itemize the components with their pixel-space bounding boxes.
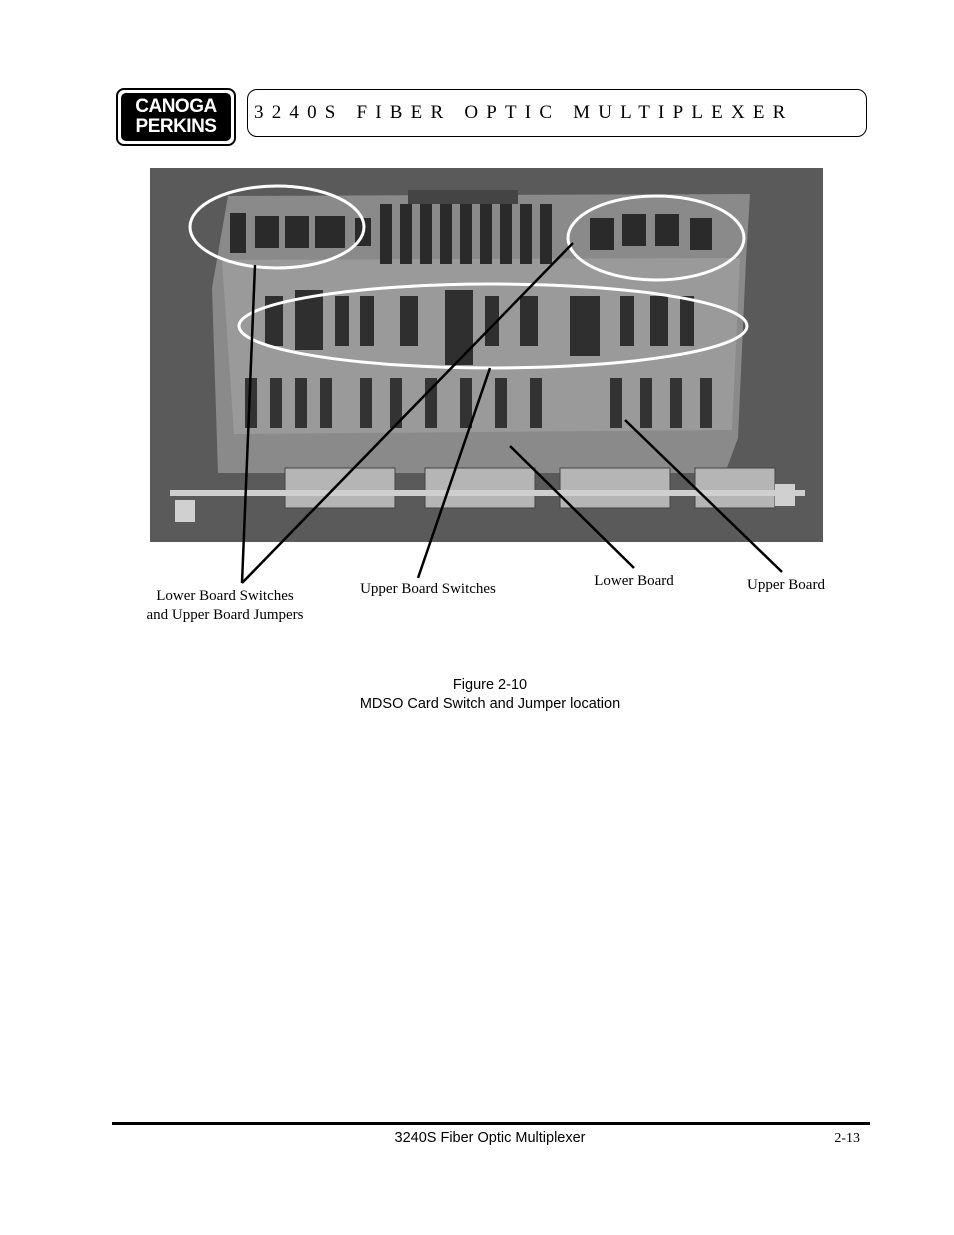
callout-upper-board: Upper Board: [747, 577, 825, 593]
callout-lower-switches-line-2: and Upper Board Jumpers: [146, 607, 304, 623]
logo-line-2: PERKINS: [135, 116, 217, 137]
page-number: 2-13: [834, 1131, 860, 1146]
callout-lower-board-switches: [135, 587, 315, 625]
figure-number: Figure 2-10: [452, 677, 528, 693]
circuit-board-photo: [150, 168, 823, 542]
logo-line-1: CANOGA: [135, 96, 217, 117]
header-banner: [247, 89, 867, 137]
header-title: 3240S FIBER OPTIC MULTIPLEXER: [254, 102, 794, 123]
callout-lower-board: Lower Board: [594, 573, 674, 589]
footer-title: 3240S Fiber Optic Multiplexer: [394, 1130, 586, 1146]
canoga-perkins-logo: [116, 88, 236, 146]
callout-lower-switches-line-1: Lower Board Switches: [156, 588, 294, 604]
callout-upper-board-switches: Upper Board Switches: [360, 581, 496, 597]
logo-plate: [121, 93, 231, 141]
footer-rule: [112, 1122, 870, 1125]
figure-caption: MDSO Card Switch and Jumper location: [359, 696, 621, 712]
